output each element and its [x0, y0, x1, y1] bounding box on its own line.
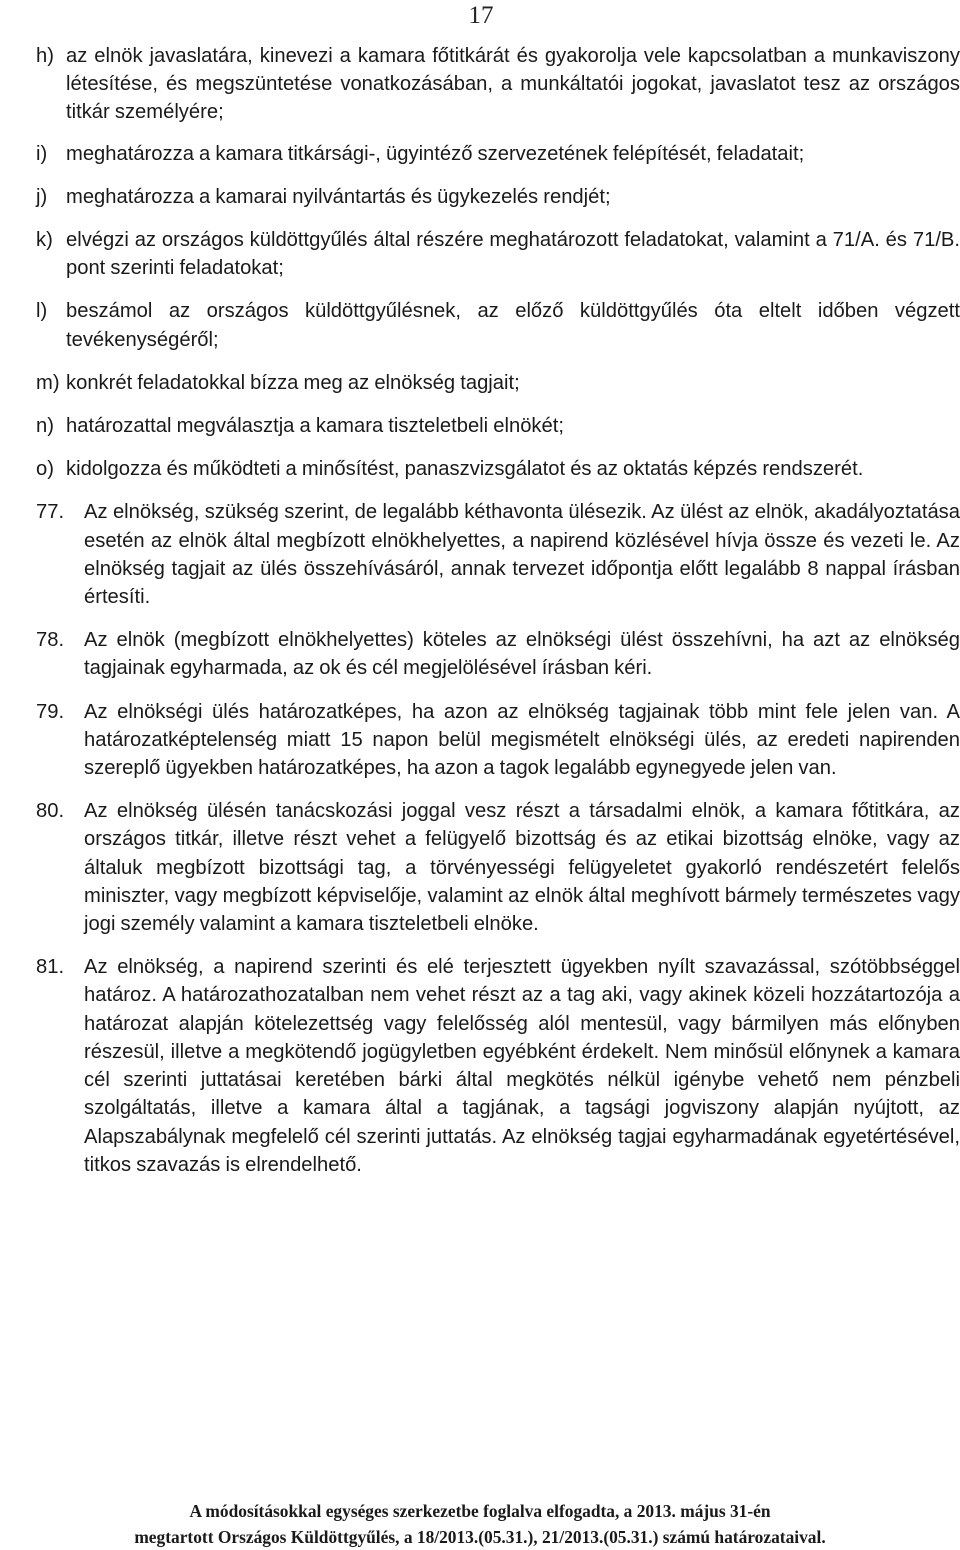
page-number: 17 [468, 2, 494, 29]
section-number: 81. [36, 956, 65, 979]
section-77 [36, 498, 960, 611]
list-item-i [36, 140, 960, 168]
item-text: meghatározza a kamara titkársági-, ügyintéző szervezetének felépítését, feladatait; [66, 142, 805, 165]
section-78 [36, 626, 960, 682]
item-text: meghatározza a kamarai nyilvántartás és ügykezelés rendjét; [66, 185, 611, 208]
section-number: 79. [36, 700, 65, 723]
section-80 [36, 797, 960, 938]
list-item-m [36, 369, 960, 397]
list-item-o [36, 455, 960, 483]
item-text: határozattal megválasztja a kamara tiszteletbeli elnökét; [66, 415, 564, 438]
section-number: 80. [36, 800, 65, 823]
list-item-l [36, 297, 960, 353]
section-81 [36, 953, 960, 1179]
footer-line-1: A módosításokkal egységes szerkezetbe foglalva elfogadta, a 2013. május 31-én [189, 1501, 771, 1521]
section-text: Az elnökség, a napirend szerinti és elé terjesztett ügyekben nyílt szavazással, szótöbbséggel határoz. A határozathozatalban nem vehet részt az a tag aki, vagy akinek közeli hozzátartozója a határozat alapján kötelezettség vagy felelősség alól mentesül, vagy bármilyen más előnyben részesül, illetve a megkötendő jogügyletben egyébként érdekelt. Nem minősül előnynek a kamara cél szerinti juttatásai keretében bárki által megkötés nélkül igénybe vehető nem pénzbeli szolgáltatás, illetve a kamara által a tagjának, a tagsági jogviszony alapján nyújtott, az Alapszabálynak megfelelő cél szerinti juttatás. Az elnökség tagjai egyharmadának egyetértésével, titkos szavazás is elrendelhető. [84, 956, 960, 1176]
item-label: m) [36, 371, 60, 394]
item-label: h) [36, 45, 54, 67]
document-body [36, 42, 960, 1462]
list-item-j [36, 183, 960, 211]
section-number: 77. [36, 501, 65, 524]
item-label: n) [36, 415, 54, 438]
item-label: o) [36, 458, 54, 481]
section-text: Az elnökségi ülés határozatképes, ha azon az elnökség tagjainak több mint fele jelen van. A határozatképtelenség miatt 15 napon belül megismételt elnökségi ülés, az eredeti napirenden szereplő ügyekben határozatképes, ha azon a tagok legalább egynegyede jelen van. [84, 700, 960, 780]
section-text: Az elnökség, szükség szerint, de legalább kéthavonta ülésezik. Az ülést az elnök, akadályoztatása esetén az elnök által megbízott elnökhelyettes, a napirend közlésével hívja össze és vezeti le. Az elnökség tagjait az ülés összehívásáról, annak tervezet időpontja előtt legalább 8 nappal írásban értesíti. [84, 501, 960, 609]
item-text: az elnök javaslatára, kinevezi a kamara főtitkárát és gyakorolja vele kapcsolatban a munkaviszony létesítése, és megszüntetése vonatkozásában, a munkáltatói jogokat, javaslatot tesz az országos titkár személyére; [66, 45, 960, 124]
item-text: kidolgozza és működteti a minősítést, panaszvizsgálatot és az oktatás képzés rendszerét. [66, 458, 864, 481]
item-label: k) [36, 229, 53, 252]
section-text: Az elnök (megbízott elnökhelyettes) köteles az elnökségi ülést összehívni, ha azt az elnökség tagjainak egyharmada, az ok és cél megjelölésével írásban kéri. [84, 629, 960, 680]
item-text: konkrét feladatokkal bízza meg az elnökség tagjait; [66, 371, 520, 394]
item-label: j) [36, 185, 48, 208]
section-79 [36, 698, 960, 783]
footer-line-2: megtartott Országos Küldöttgyűlés, a 18/2013.(05.31.), 21/2013.(05.31.) számú határozataival. [134, 1527, 826, 1547]
section-number: 78. [36, 629, 65, 652]
list-item-h [36, 42, 960, 127]
list-item-k [36, 226, 960, 282]
item-text: beszámol az országos küldöttgyűlésnek, az előző küldöttgyűlés óta eltelt időben végzett tevékenységéről; [66, 300, 960, 351]
page-footer [0, 1498, 960, 1550]
item-label: i) [36, 142, 48, 165]
section-text: Az elnökség ülésén tanácskozási joggal vesz részt a társadalmi elnök, a kamara főtitkára, az országos titkár, illetve részt vehet a felügyelő bizottság és az etikai bizottság elnöke, vagy az általuk megbízott bizottsági tag, a törvényességi felügyeletet gyakorló rendészetért felelős miniszter, vagy megbízott képviselője, valamint az elnök által meghívott bármely természetes vagy jogi személy valamint a kamara tiszteletbeli elnöke. [84, 800, 960, 936]
item-label: l) [36, 300, 48, 323]
item-text: elvégzi az országos küldöttgyűlés által részére meghatározott feladatokat, valamint a 71/A. és 71/B. pont szerinti feladatokat; [66, 229, 960, 280]
list-item-n [36, 412, 960, 440]
